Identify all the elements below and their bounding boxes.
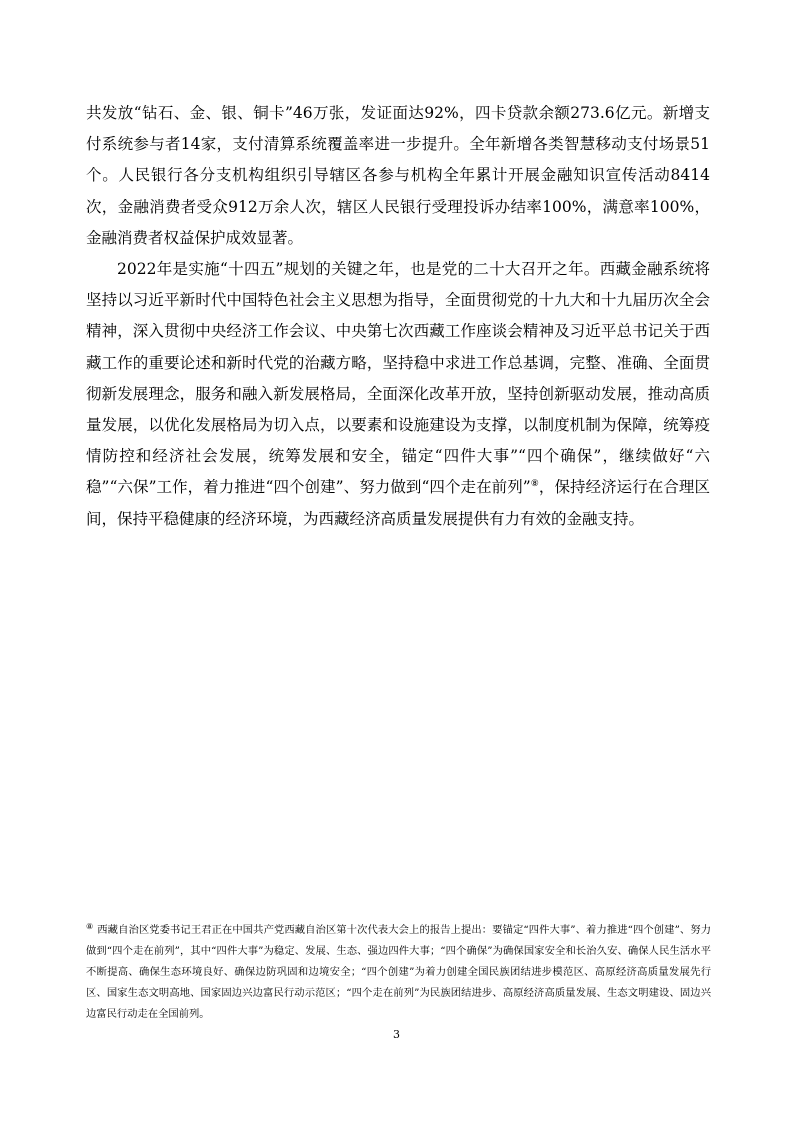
paragraph-2-text: 2022年是实施“十四五”规划的关键之年，也是党的二十大召开之年。西藏金融系统将坚持以习近平新时代中国特色社会主义思想为指导，全面贯彻党的十九大和十九届历次全会精神，深入贯彻中央经济工作会议、中央第七次西藏工作座谈会精神及习近平总书记关于西藏工作的重要论述和新时代党的治藏方略，坚持稳中求进工作总基调，完整、准确、全面贯彻新发展理念，服务和融入新发展格局，全面深化改革开放，坚持创新驱动发展，推动高质量发展，以优化发展格局为切入点，以要素和设施建设为支撑，以制度机制为保障，统筹疫情防控和经济社会发展，统筹发展和安全，锚定“四件大事”“四个确保”，继续做好“六稳”“六保”工作，着力推进“四个创建”、努力做到“四个走在前列”: [86, 260, 710, 497]
paragraph-2-continuation: ，保持经济运行在合理区间，保持平稳健康的经济环境，为西藏经济高质量发展提供有力有效的金融支持。: [86, 478, 710, 528]
footnote-text: 西藏自治区党委书记王君正在中国共产党西藏自治区第十次代表大会上的报告上提出：要锚定“四件大事”、着力推进“四个创建”、努力做到“四个走在前列”，其中“四件大事”为稳定、发展、生态、强边四件大事；“四个确保”为确保国家安全和长治久安、确保人民生活水平不断提高、确保生态环境良好、确保边防巩固和边境安全；“四个创建”为着力创建全国民族团结进步模范区、高原经济高质量发展先行区、国家生态文明高地、国家固边兴边富民行动示范区；“四个走在前列”为民族团结进步、高原经济高质量发展、生态文明建设、固边兴边富民行动走在全国前列。: [86, 924, 712, 1020]
paragraph-1: 共发放“钻石、金、银、铜卡”46万张，发证面达92%，四卡贷款余额273.6亿元。新增支付系统参与者14家，支付清算系统覆盖率进一步提升。全年新增各类智慧移动支付场景51个。人民银行各分支机构组织引导辖区各参与机构全年累计开展金融知识宣传活动8414次，金融消费者受众912万余人次，辖区人民银行受理投诉办结率100%，满意率100%，金融消费者权益保护成效显著。: [86, 104, 710, 247]
paragraph-2: [86, 254, 710, 535]
footnote-mark: ⑧: [86, 921, 94, 931]
page-number: 3: [393, 1028, 400, 1041]
footnote-paragraph: [86, 920, 711, 1025]
footnote-reference[interactable]: ⑧: [530, 479, 539, 490]
footnote: [86, 920, 711, 1025]
body-text: [86, 98, 710, 535]
